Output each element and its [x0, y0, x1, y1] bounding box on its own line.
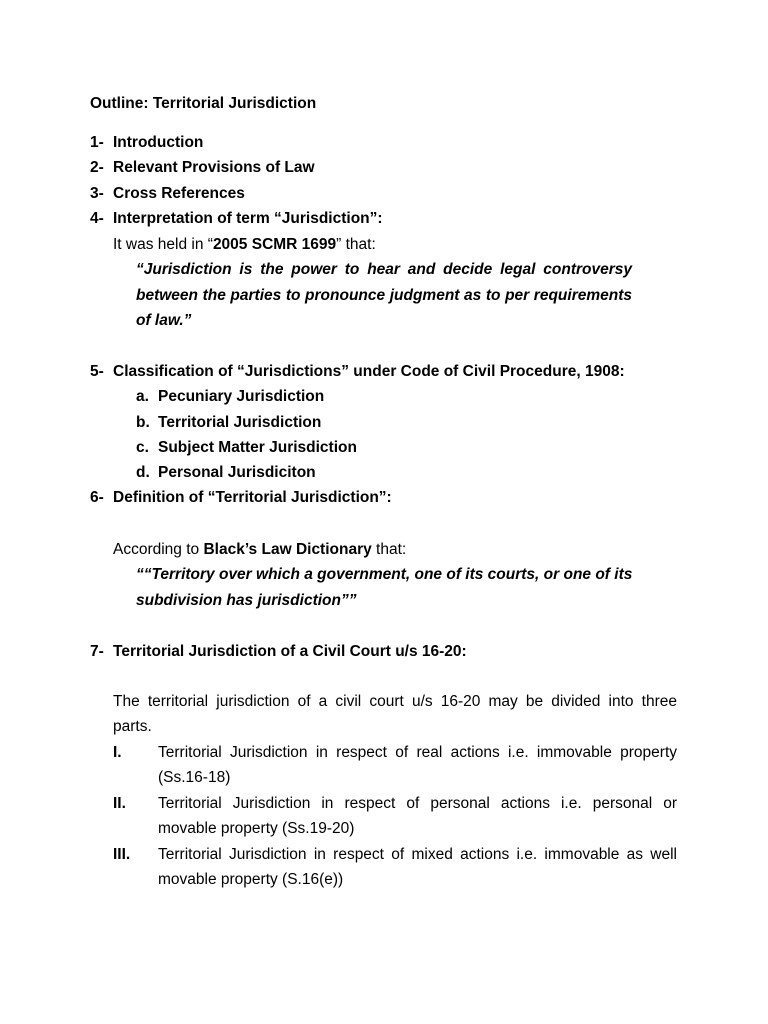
- quote-line: “Jurisdiction is the power to hear and decide legal controversy: [136, 261, 632, 278]
- item-number: 2-: [90, 159, 104, 176]
- roman-text: Territorial Jurisdiction in respect of personal actions i.e. personal or: [158, 795, 677, 812]
- according-suffix: that:: [371, 541, 407, 558]
- paragraph-line: The territorial jurisdiction of a civil court u/s 16-20 may be divided into three: [113, 693, 677, 710]
- item-text: Interpretation of term “Jurisdiction”:: [113, 210, 383, 227]
- according-line: [113, 540, 406, 560]
- roman-text: (Ss.16-18): [158, 769, 231, 786]
- paragraph-line: parts.: [113, 718, 152, 735]
- page-title: Outline: Territorial Jurisdiction: [90, 95, 317, 112]
- according-prefix: According to: [113, 541, 204, 558]
- sub-item-text: Personal Jurisdiciton: [158, 464, 316, 481]
- item-number: 3-: [90, 185, 104, 202]
- sub-item-text: Subject Matter Jurisdiction: [158, 439, 357, 456]
- quote-line: ““Territory over which a government, one of its courts, or one of its: [136, 566, 633, 583]
- item-number: 5-: [90, 363, 104, 380]
- sub-item-label: b.: [136, 414, 150, 431]
- roman-label: III.: [113, 846, 131, 863]
- quote-line: between the parties to pronounce judgment as to per requirements: [136, 287, 632, 304]
- item-text: Territorial Jurisdiction of a Civil Court u/s 16-20:: [113, 643, 467, 660]
- held-line: [113, 235, 376, 255]
- dictionary-name: Black’s Law Dictionary: [203, 541, 372, 558]
- roman-text: movable property (S.16(e)): [158, 871, 344, 888]
- quote-line: subdivision has jurisdiction””: [136, 592, 357, 609]
- roman-text: Territorial Jurisdiction in respect of mixed actions i.e. immovable as well: [158, 846, 677, 863]
- held-suffix: ” that:: [336, 236, 376, 253]
- roman-label: I.: [113, 744, 122, 761]
- sub-item-text: Pecuniary Jurisdiction: [158, 388, 325, 405]
- roman-text: Territorial Jurisdiction in respect of real actions i.e. immovable property: [158, 744, 677, 761]
- item-text: Classification of “Jurisdictions” under Code of Civil Procedure, 1908:: [113, 363, 625, 380]
- item-text: Cross References: [113, 185, 245, 202]
- item-number: 6-: [90, 489, 104, 506]
- item-number: 1-: [90, 134, 104, 151]
- item-text: Definition of “Territorial Jurisdiction”:: [113, 489, 392, 506]
- item-text: Relevant Provisions of Law: [113, 159, 315, 176]
- roman-text: movable property (Ss.19-20): [158, 820, 355, 837]
- item-text: Introduction: [113, 134, 204, 151]
- roman-label: II.: [113, 795, 126, 812]
- sub-item-label: d.: [136, 464, 150, 481]
- quote-line: of law.”: [136, 312, 192, 329]
- sub-item-label: a.: [136, 388, 149, 405]
- sub-item-label: c.: [136, 439, 149, 456]
- sub-item-text: Territorial Jurisdiction: [158, 414, 322, 431]
- item-number: 4-: [90, 210, 104, 227]
- held-prefix: It was held in “: [113, 236, 213, 253]
- case-citation: 2005 SCMR 1699: [212, 236, 337, 253]
- item-number: 7-: [90, 643, 104, 660]
